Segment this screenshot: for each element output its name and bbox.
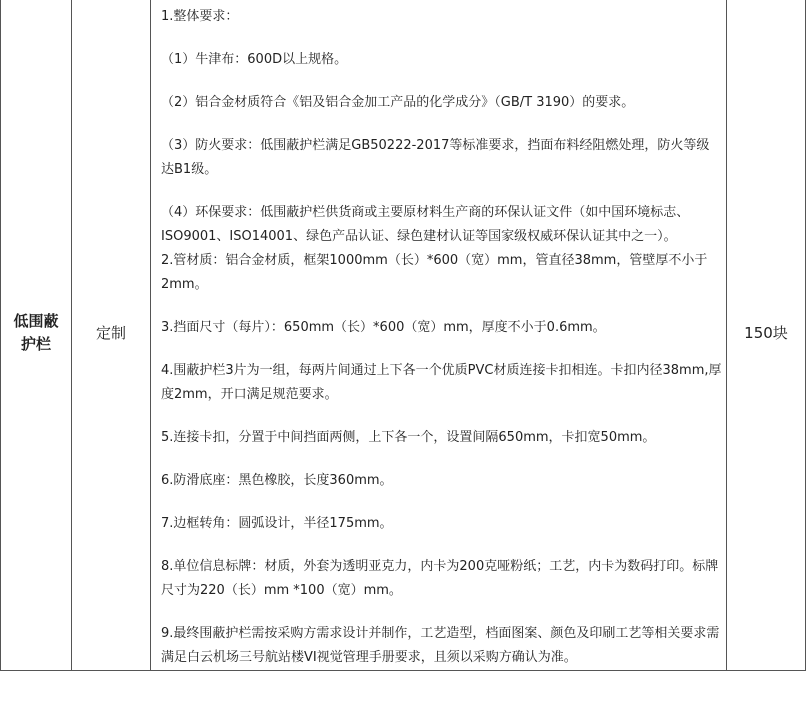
table-row xyxy=(1,0,806,671)
req-6: 6.防滑底座：黑色橡胶，长度360mm。 xyxy=(161,473,393,488)
item-type-cell xyxy=(72,0,151,671)
req-3: 3.挡面尺寸（每片）：650mm（长）*600（宽）mm，厚度不小于0.6mm。 xyxy=(161,320,606,335)
item-quantity: 150块 xyxy=(744,324,788,342)
requirements-cell xyxy=(151,0,727,671)
req-1-3: （3）防火要求：低围蔽护栏满足GB50222-2017等标准要求，挡面布料经阻燃处理，防火等级达B1级。 xyxy=(161,138,710,177)
req-1-4: （4）环保要求：低围蔽护栏供货商或主要原材料生产商的环保认证文件（如中国环境标志、ISO9001、ISO14001、绿色产品认证、绿色建材认证等国家级权威环保认证其中之一）。 xyxy=(161,205,690,244)
req-9: 9.最终围蔽护栏需按采购方需求设计并制作，工艺造型，档面图案、颜色及印刷工艺等相关要求需满足白云机场三号航站楼VI视觉管理手册要求，且须以采购方确认为准。 xyxy=(161,626,720,665)
item-name: 低围蔽护栏 xyxy=(13,311,59,353)
req-1-2: （2）铝合金材质符合《铝及铝合金加工产品的化学成分》（GB/T 3190）的要求。 xyxy=(161,95,635,110)
item-name-cell xyxy=(1,0,72,671)
item-type: 定制 xyxy=(95,324,126,342)
req-7: 7.边框转角：圆弧设计，半径175mm。 xyxy=(161,516,393,531)
req-1-1: （1）牛津布：600D以上规格。 xyxy=(161,52,348,67)
req-1-heading: 1.整体要求： xyxy=(161,9,239,24)
req-4: 4.围蔽护栏3片为一组，每两片间通过上下各一个优质PVC材质连接卡扣相连。卡扣内径38mm,厚度2mm，开口满足规范要求。 xyxy=(161,363,722,402)
req-5: 5.连接卡扣，分置于中间挡面两侧，上下各一个，设置间隔650mm，卡扣宽50mm。 xyxy=(161,430,656,445)
quantity-cell xyxy=(727,0,806,671)
req-2: 2.管材质：铝合金材质，框架1000mm（长）*600（宽）mm，管直径38mm，管壁厚不小于2mm。 xyxy=(161,253,708,292)
req-8: 8.单位信息标牌：材质，外套为透明亚克力，内卡为200克哑粉纸；工艺，内卡为数码打印。标牌尺寸为220（长）mm *100（宽）mm。 xyxy=(161,559,719,598)
